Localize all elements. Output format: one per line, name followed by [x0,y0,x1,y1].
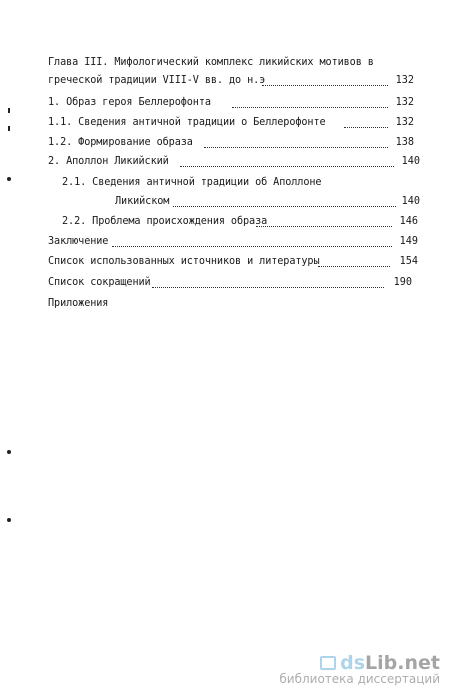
toc-page-number: 190 [393,277,412,288]
toc-page-number: 138 [395,137,414,148]
toc-leader [173,206,396,207]
toc-leader [262,85,388,86]
toc-leader [318,266,390,267]
toc-page-number: 149 [399,236,418,247]
toc-subsection-title-line2: Ликийском [115,196,170,207]
toc-leader [256,226,392,227]
toc-leader [204,147,388,148]
toc-section-title: 1. Образ героя Беллерофонта [48,97,211,108]
logo-net: .net [397,652,440,674]
toc-subsection-title: 1.2. Формирование образа [48,137,193,148]
toc-conclusion-title: Заключение [48,236,109,247]
scan-dot [7,518,11,522]
book-icon [320,656,336,670]
scan-dot [7,177,11,181]
toc-subsection-title-line1: 2.1. Сведения античной традиции об Аполлоне [62,177,322,188]
toc-page-number: 132 [395,75,414,86]
toc-section-title: 2. Аполлон Ликийский [48,156,169,167]
watermark-subtitle: библиотека диссертаций [279,672,440,686]
toc-page-number: 140 [401,196,420,207]
toc-leader [344,127,388,128]
scan-mark [8,126,10,131]
toc-page-number: 146 [399,216,418,227]
logo-lib: Lib [365,652,398,674]
logo-ds: ds [340,652,366,674]
toc-appendix-title: Приложения [48,298,109,309]
toc-leader [152,287,384,288]
toc-page-number: 132 [395,97,414,108]
toc-abbreviations-title: Список сокращений [48,277,151,288]
dslib-watermark [279,652,440,686]
dslib-logo [279,652,440,674]
toc-subsection-title: 1.1. Сведения античной традиции о Беллерофонте [48,117,326,128]
scan-mark [8,108,10,113]
toc-leader [112,246,392,247]
toc-chapter-title-line1: Глава III. Мифологический комплекс ликийских мотивов в [48,57,374,68]
toc-leader [180,166,394,167]
toc-page-number: 154 [399,256,418,267]
toc-chapter-title-line2: греческой традиции VIII-V вв. до н.э [48,75,266,86]
toc-page-number: 132 [395,117,414,128]
scan-dot [7,450,11,454]
toc-subsection-title: 2.2. Проблема происхождения образа [62,216,268,227]
toc-sources-title: Список использованных источников и литературы [48,256,320,267]
toc-page-number: 140 [401,156,420,167]
toc-leader [232,107,388,108]
